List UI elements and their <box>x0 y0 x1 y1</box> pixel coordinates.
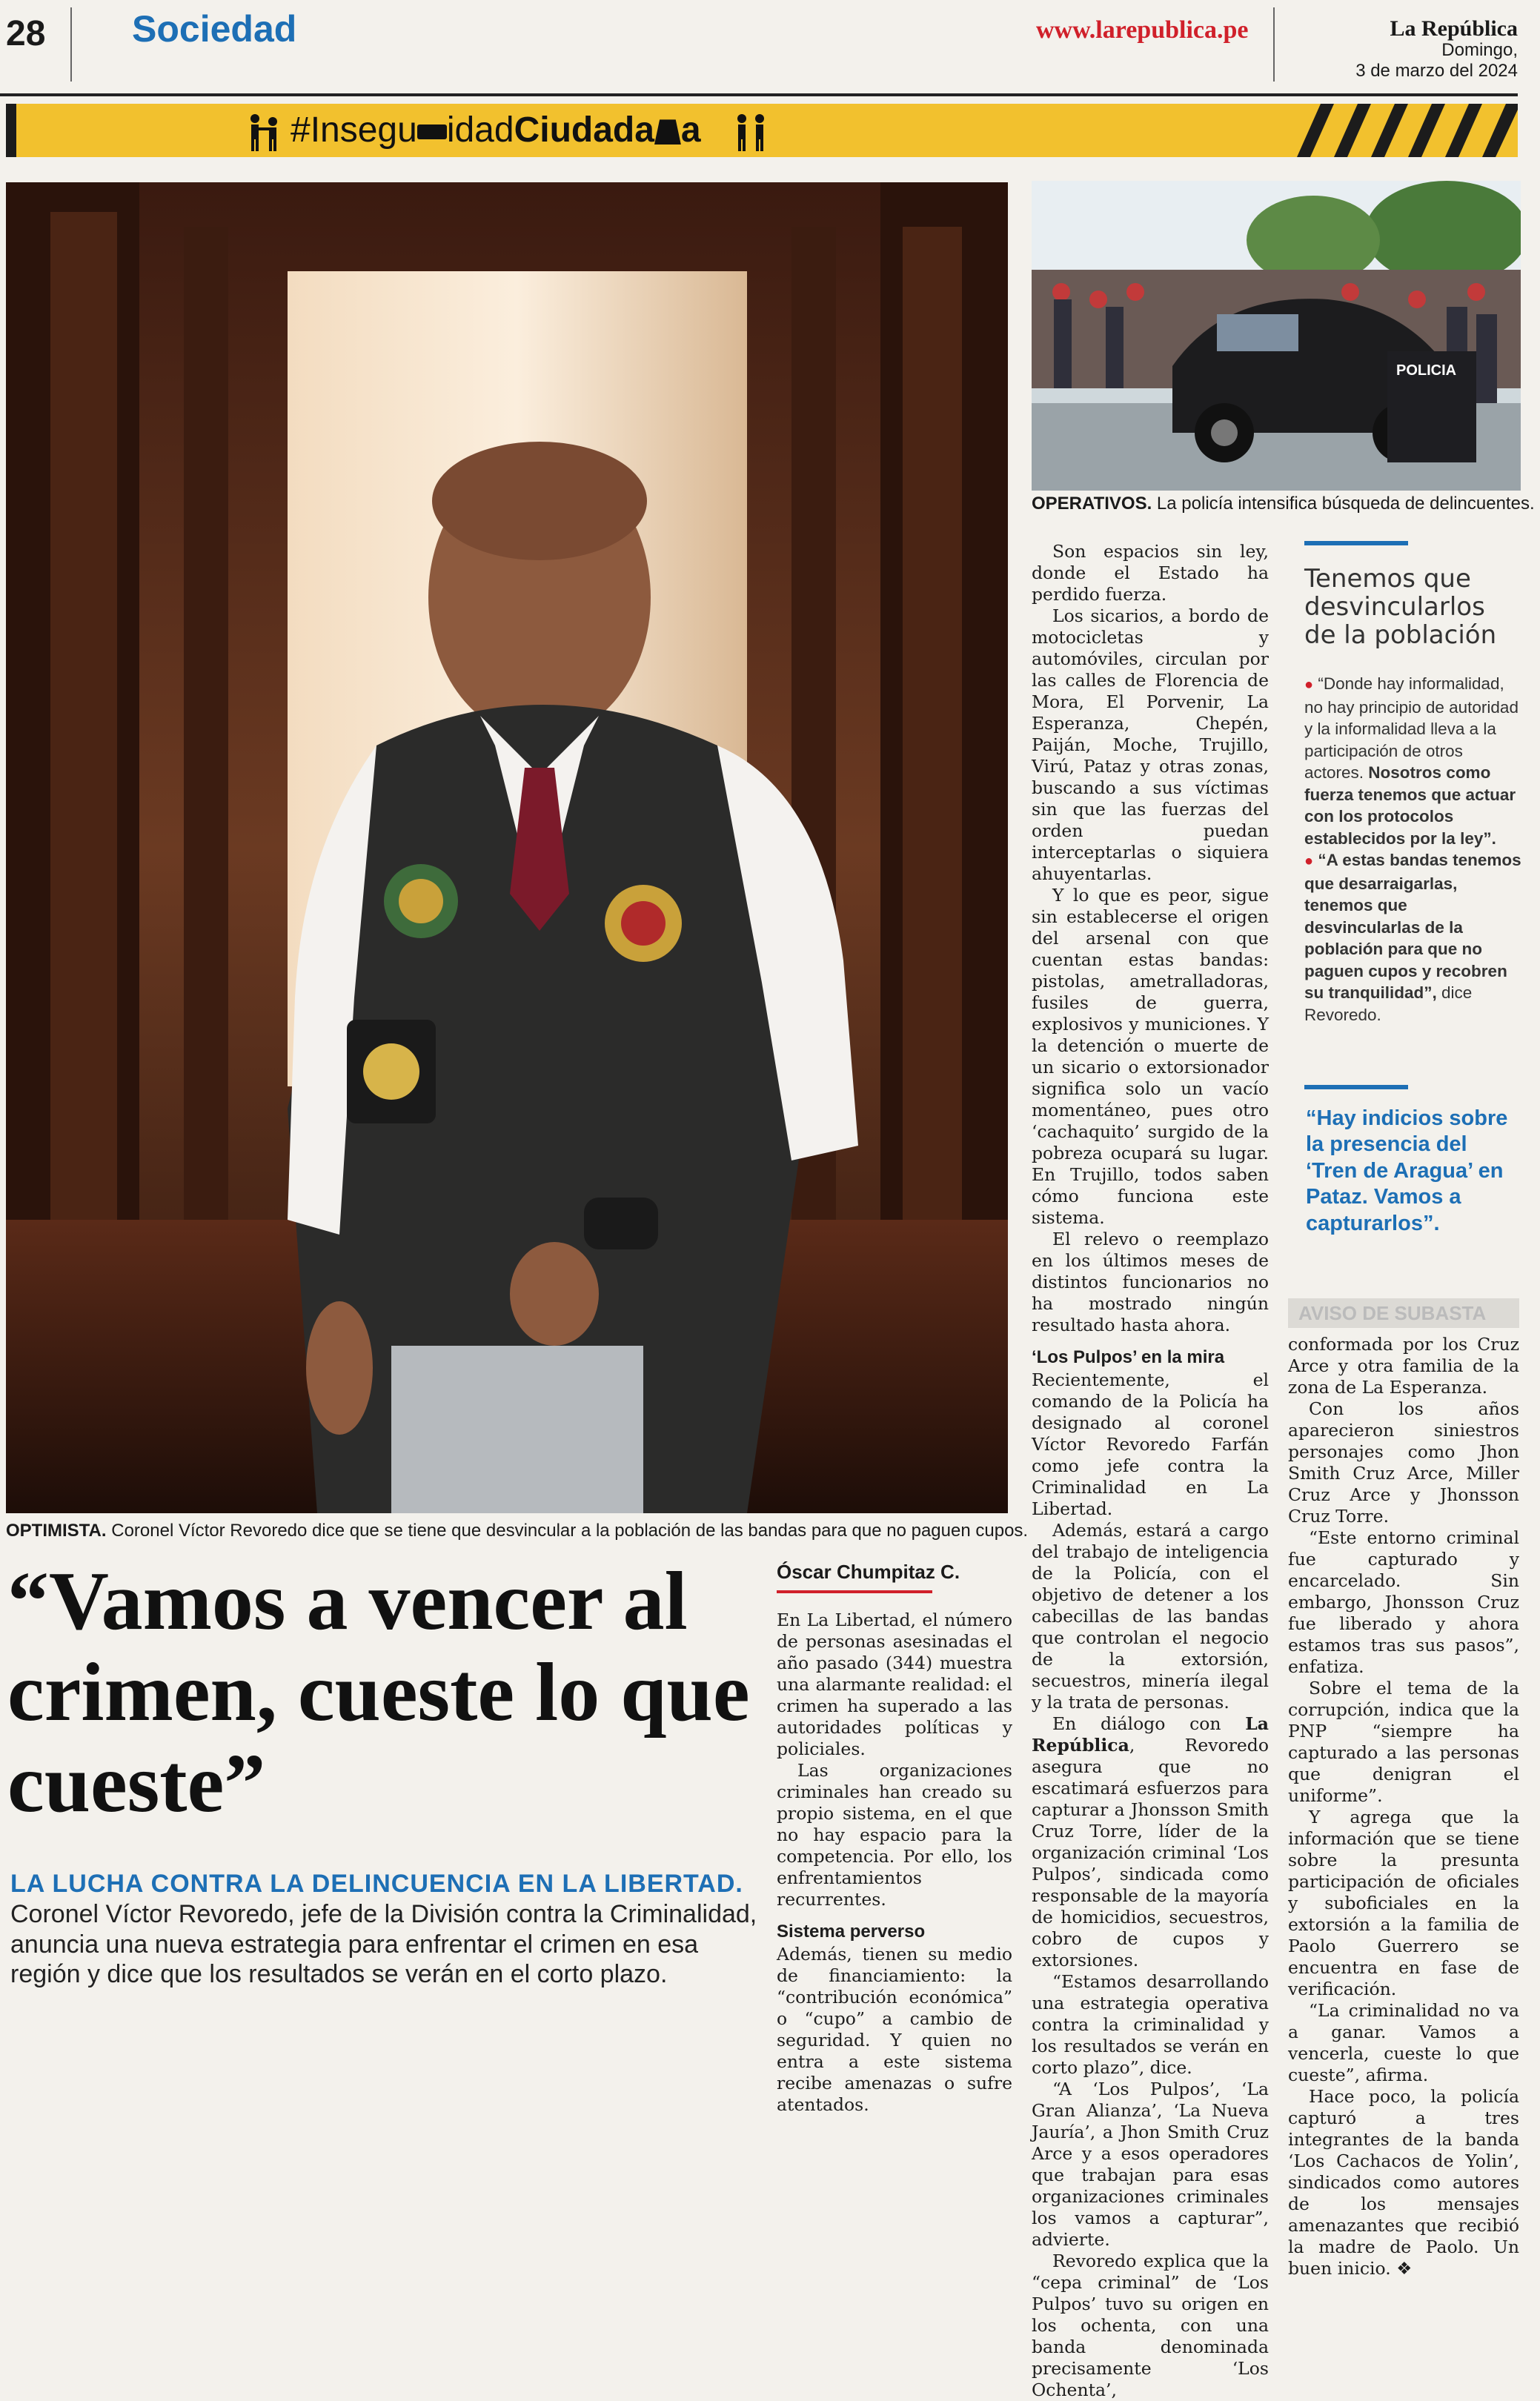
paragraph: “Estamos desarrollando una estrategia operativa contra la criminalidad y los resultados se verán en corto plazo”, dice. <box>1032 1971 1269 2078</box>
paragraph: Además, tienen su medio de financiamiento: la “contribución económica” o “cupo” a cambio de seguridad. Y quien no entra a este sistema recibe amenazas o sufre atentados. <box>777 1944 1012 2115</box>
paragraph: Hace poco, la policía capturó a tres integrantes de la banda ‘Los Cachacos de Yolin’, sindicados como autores de los mensajes amenazantes que recibió la madre de Paolo. Un buen inicio. ❖ <box>1288 2086 1519 2279</box>
paragraph: Además, estará a cargo del trabajo de inteligencia de la Policía, con el objetivo de detener a los cabecillas de las bandas que controlan el negocio de la extorsión, secuestros, minería ilegal y la trata de personas. <box>1032 1520 1269 1713</box>
paragraph: El relevo o reemplazo en los últimos meses de distintos funcionarios no ha mostrado ningún resultado hasta ahora. <box>1032 1229 1269 1335</box>
subheading: Sistema perverso <box>777 1922 926 1942</box>
bullet-icon: ● <box>1304 677 1314 693</box>
main-photo-colonel <box>6 182 1008 1513</box>
paragraph: Y agrega que la información que se tiene sobre la presunta participación de oficiales y suboficiales en la extorsión a la familia de Paolo Guerrero se encuentra en fase de verificación. <box>1288 1807 1519 1999</box>
sidebar-rule <box>1304 541 1408 545</box>
hazard-stripes <box>1282 104 1518 157</box>
paragraph: “A ‘Los Pulpos’, ‘La Gran Alianza’, ‘La Nueva Jauría’, a Jhon Smith Cruz Arce y a esos operadores que trabajan para esas organizaciones criminales los vamos a capturar”, advierte. <box>1032 2079 1269 2250</box>
paragraph: Los sicarios, a bordo de motocicletas y automóviles, circulan por las calles de Florencia de Mora, El Porvenir, La Esperanza, Chepén, Paiján, Moche, Trujillo, Virú, Pataz y otras zonas, buscando a sus víctimas sin que las fuerzas del orden puedan interceptarlas o siquiera ahuyentarlas. <box>1032 605 1269 884</box>
page-number: 28 <box>6 14 46 53</box>
siren-icon <box>654 119 681 145</box>
paragraph: Sobre el tema de la corrupción, indica que la PNP “siempre ha capturado a las personas que denigran el uniforme”. <box>1288 1678 1519 1806</box>
bullet-icon: ● <box>1304 853 1314 869</box>
side-photo-caption: OPERATIVOS. La policía intensifica búsqueda de delincuentes. <box>1032 494 1535 514</box>
sidebar-title: Tenemos que desvincularlos de la población <box>1304 564 1497 651</box>
header-divider <box>70 7 72 82</box>
paragraph: Son espacios sin ley, donde el Estado ha perdido fuerza. <box>1032 541 1269 605</box>
paragraph: “La criminalidad no va a ganar. Vamos a vencerla, cueste lo que cueste”, afirma. <box>1288 2000 1519 2085</box>
vest-label: POLICIA <box>1396 362 1457 379</box>
side-photo-police-operation <box>1032 181 1521 491</box>
author-byline: Óscar Chumpitaz C. <box>777 1561 960 1583</box>
author-rule <box>777 1590 932 1593</box>
gun-icon <box>417 124 447 139</box>
sidebar-quotes <box>1304 673 1523 1026</box>
paragraph: Las organizaciones criminales han creado su propio sistema, en el que no hay espacio para la competencia. Por ello, los enfrentamientos recurrentes. <box>777 1760 1012 1910</box>
paragraph: En La Libertad, el número de personas asesinadas el año pasado (344) muestra una alarmante realidad: el crimen ha superado a las autoridades políticas y policiales. <box>777 1610 1012 1759</box>
main-photo-caption: OPTIMISTA. Coronel Víctor Revoredo dice que se tiene que desvincular a la población de las bandas para que no paguen cupos. <box>6 1521 1029 1541</box>
article-deck: LA LUCHA CONTRA LA DELINCUENCIA EN LA LIBERTAD. Coronel Víctor Revoredo, jefe de la División contra la Criminalidad, anuncia una nueva estrategia para enfrentar el crimen en esa región y dice que los resultados se verán en el corto plazo. <box>10 1870 757 1989</box>
subheading: ‘Los Pulpos’ en la mira <box>1032 1347 1225 1367</box>
ad-strip: AVISO DE SUBASTA <box>1288 1298 1519 1328</box>
quote-item: ● “A estas bandas tenemos que desarraigarlas, tenemos que desvincularlas de la población para que no paguen cupos y recobren su tranquilidad”, dice Revoredo. <box>1304 851 1521 1024</box>
header-rule <box>0 93 1518 96</box>
paragraph: Y lo que es peor, sigue sin establecerse el origen del arsenal con que cuentan estas bandas: pistolas, ametralladoras, fusiles de guerra, explosivos y municiones. Y la detención o muerte de un sicario o extorsionador significa solo un vacío momentáneo, pues otro ‘cachaquito’ surgido de la pobreza ocupará su lugar. En Trujillo, todos saben cómo funciona este sistema. <box>1032 885 1269 1228</box>
paragraph: “Este entorno criminal fue capturado y encarcelado. Sin embargo, Jhonsson Cruz fue liberado y ahora estamos tras sus pasos”, enfatiza. <box>1288 1527 1519 1677</box>
walking-people-icon <box>730 111 771 153</box>
section-title: Sociedad <box>132 8 297 50</box>
body-column-b <box>1032 541 1269 2401</box>
hashtag-title: #Insegu idadCiudada a <box>291 110 701 150</box>
article-headline: “Vamos a vencer al crimen, cueste lo que cueste” <box>7 1555 750 1830</box>
header-divider <box>1273 7 1275 82</box>
quote-item: ● “Donde hay informalidad, no hay principio de autoridad y la informalidad lleva a la participación de otros actores. Nosotros como fuerza tenemos que actuar con los protocolos establecidos por la ley”. <box>1304 674 1519 848</box>
people-icon <box>245 111 286 153</box>
day-label: Domingo, <box>1441 40 1518 60</box>
paragraph: En diálogo con La República, Revoredo asegura que no escatimará esfuerzos para capturar a Jhonsson Smith Cruz Torre, líder de la organización criminal ‘Los Pulpos’, sindicada como responsable de la mayoría de homicidios, secuestros, cobro de cupos y extorsiones. <box>1032 1713 1269 1970</box>
banner-edge <box>6 104 16 157</box>
pullquote-rule <box>1304 1085 1408 1089</box>
pull-quote: “Hay indicios sobre la presencia del ‘Tren de Aragua’ en Pataz. Vamos a capturarlos”. <box>1306 1106 1508 1235</box>
paragraph: conformada por los Cruz Arce y otra familia de la zona de La Esperanza. <box>1288 1334 1519 1398</box>
date-label: 3 de marzo del 2024 <box>1355 61 1518 81</box>
paragraph: Revoredo explica que la “cepa criminal” de ‘Los Pulpos’ tuvo su origen en los ochenta, con una banda denominada precisamente ‘Los Ochenta’, <box>1032 2251 1269 2400</box>
body-column-a <box>777 1610 1012 2116</box>
paragraph: Con los años aparecieron siniestros personajes como Jhon Smith Cruz Arce, Miller Cruz Arce y Jhonsson Cruz Torre. <box>1288 1398 1519 1527</box>
paragraph: Recientemente, el comando de la Policía ha designado al coronel Víctor Revoredo Farfán como jefe contra la Criminalidad en La Libertad. <box>1032 1369 1269 1519</box>
website-link[interactable]: www.larepublica.pe <box>1036 16 1249 44</box>
paper-name: La República <box>1390 16 1518 41</box>
body-column-c <box>1288 1334 1519 2279</box>
